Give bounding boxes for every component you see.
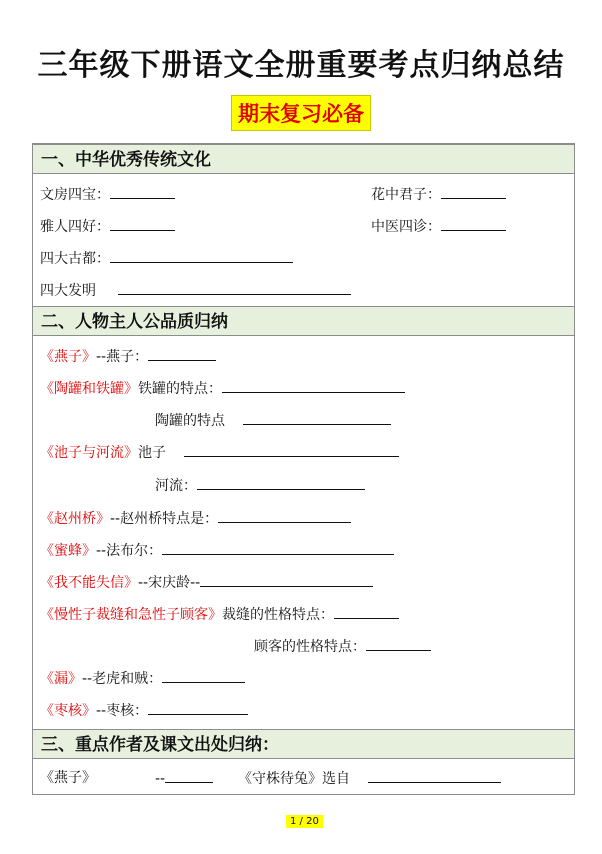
row-text: --	[155, 771, 166, 787]
label-huazhong: 花中君子：	[371, 187, 441, 203]
row-taoguan	[40, 378, 405, 399]
section-heading-characters: 二、人物主人公品质归纳	[33, 306, 574, 336]
lesson-title: 《陶罐和铁罐》	[40, 381, 138, 397]
row-text: 陶罐的特点	[155, 413, 225, 429]
row-taoguan-2	[155, 410, 391, 431]
blank-line[interactable]	[200, 572, 373, 587]
blank-line[interactable]	[197, 475, 365, 490]
row-text: --老虎和贼：	[82, 671, 163, 687]
row-text: 河流：	[155, 478, 197, 494]
blank-line[interactable]	[110, 184, 175, 199]
row-shixin	[40, 572, 373, 593]
section-heading-culture: 一、中华优秀传统文化	[33, 144, 574, 174]
row-lou	[40, 668, 245, 689]
row-gudu	[40, 248, 293, 269]
blank-line[interactable]	[165, 768, 213, 783]
row-author-2	[238, 768, 501, 789]
row-zaohe	[40, 700, 248, 721]
row-wenfang	[40, 184, 175, 205]
lesson-title: 《蜜蜂》	[40, 543, 96, 559]
label-zhongyi: 中医四诊：	[371, 219, 441, 235]
subtitle-badge: 期末复习必备	[231, 95, 371, 131]
row-text: 顾客的性格特点：	[254, 639, 366, 655]
label-yaren: 雅人四好：	[40, 219, 110, 235]
lesson-title: 《慢性子裁缝和急性子顾客》	[40, 607, 222, 623]
lesson-title: 《我不能失信》	[40, 575, 138, 591]
row-mifeng	[40, 540, 394, 561]
row-text: --宋庆龄--	[138, 575, 201, 591]
subtitle-wrap	[0, 95, 602, 131]
row-author-1-blank	[155, 768, 213, 789]
content-box	[32, 143, 575, 795]
row-zhongyi	[371, 216, 506, 237]
row-author-1	[40, 768, 96, 788]
row-text: 池子	[138, 445, 166, 461]
label-faming: 四大发明	[40, 283, 96, 299]
row-yaren	[40, 216, 175, 237]
blank-line[interactable]	[222, 378, 405, 393]
blank-line[interactable]	[243, 410, 391, 425]
blank-line[interactable]	[148, 346, 216, 361]
row-yanzi	[40, 346, 216, 367]
label-gudu: 四大古都：	[40, 251, 110, 267]
row-guke	[254, 636, 431, 657]
lesson-title: 《守株待兔》选自	[238, 771, 350, 787]
row-faming	[40, 280, 351, 301]
label-wenfang: 文房四宝：	[40, 187, 110, 203]
row-text: --赵州桥特点是：	[110, 511, 219, 527]
row-text: 铁罐的特点：	[138, 381, 222, 397]
blank-line[interactable]	[441, 184, 506, 199]
lesson-title: 《燕子》	[40, 349, 96, 365]
blank-line[interactable]	[162, 540, 394, 555]
page-indicator: 1 / 20	[286, 815, 323, 828]
blank-line[interactable]	[162, 668, 245, 683]
row-text: --法布尔：	[96, 543, 163, 559]
blank-line[interactable]	[110, 216, 175, 231]
blank-line[interactable]	[334, 604, 399, 619]
blank-line[interactable]	[148, 700, 248, 715]
row-huazhong	[371, 184, 506, 205]
row-heliu	[155, 475, 365, 496]
row-chizi	[40, 442, 399, 463]
row-caifeng	[40, 604, 399, 625]
section-heading-authors: 三、重点作者及课文出处归纳：	[33, 729, 574, 759]
row-text: --燕子：	[96, 349, 149, 365]
blank-line[interactable]	[218, 508, 351, 523]
row-text: --枣核：	[96, 703, 149, 719]
blank-line[interactable]	[118, 280, 351, 295]
lesson-title: 《赵州桥》	[40, 511, 110, 527]
row-zhaozhou	[40, 508, 351, 529]
blank-line[interactable]	[366, 636, 431, 651]
row-text: 裁缝的性格特点：	[222, 607, 334, 623]
lesson-title: 《池子与河流》	[40, 445, 138, 461]
document-title: 三年级下册语文全册重要考点归纳总结	[37, 48, 565, 83]
blank-line[interactable]	[441, 216, 506, 231]
lesson-title: 《枣核》	[40, 703, 96, 719]
blank-line[interactable]	[184, 442, 399, 457]
lesson-title: 《漏》	[40, 671, 82, 687]
blank-line[interactable]	[368, 768, 501, 783]
blank-line[interactable]	[110, 248, 293, 263]
lesson-title: 《燕子》	[40, 770, 96, 786]
